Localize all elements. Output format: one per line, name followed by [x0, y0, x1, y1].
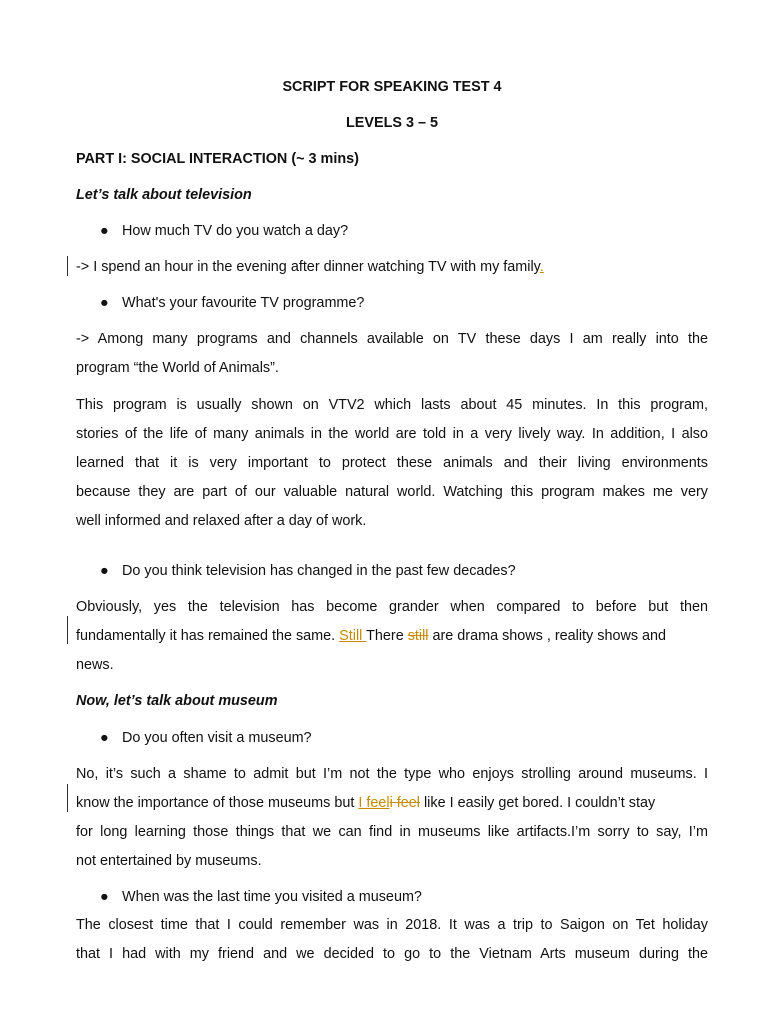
answer-4-line: for long learning those things that we can find in museums like artifacts.I’m sorry to say, I’m: [76, 824, 708, 840]
question-5: [100, 888, 700, 906]
question-text: What's your favourite TV programme?: [122, 295, 365, 311]
topic-museum-heading: Now, let’s talk about museum: [76, 693, 278, 709]
inserted-text: Still: [339, 628, 367, 644]
answer-text: like I easily get bored. I couldn’t stay: [419, 795, 656, 811]
answer-text: know the importance of those museums but: [76, 795, 359, 811]
question-2: [100, 294, 700, 312]
answer-5-line: The closest time that I could remember was in 2018. It was a trip to Saigon on Tet holiday: [76, 917, 708, 933]
question-4: [100, 729, 700, 747]
program-paragraph-line: stories of the life of many animals in the world are told in a very lively way. In addition, I also: [76, 426, 708, 442]
question-text: Do you think television has changed in the past few decades?: [122, 563, 516, 579]
bullet-icon: ●: [100, 295, 109, 311]
answer-text: -> I spend an hour in the evening after dinner watching TV with my family: [76, 259, 540, 275]
program-paragraph-line: This program is usually shown on VTV2 which lasts about 45 minutes. In this program,: [76, 397, 708, 413]
question-text: When was the last time you visited a museum?: [122, 889, 422, 905]
question-1: [100, 222, 700, 240]
answer-3-line: [76, 627, 708, 645]
program-paragraph-line: learned that it is very important to protect these animals and their living environments: [76, 455, 708, 471]
part1-heading: PART I: SOCIAL INTERACTION (~ 3 mins): [76, 151, 359, 167]
deleted-text: still: [407, 628, 429, 644]
answer-4-line: not entertained by museums.: [76, 853, 262, 869]
program-paragraph-line: well informed and relaxed after a day of work.: [76, 513, 367, 529]
answer-2-line: -> Among many programs and channels available on TV these days I am really into the: [76, 331, 708, 347]
answer-3-line: news.: [76, 657, 114, 673]
document-title: SCRIPT FOR SPEAKING TEST 4: [282, 79, 502, 95]
answer-5-line: that I had with my friend and we decided to go to the Vietnam Arts museum during the: [76, 946, 708, 962]
answer-4-line: [76, 794, 708, 812]
answer-text: fundamentally it has remained the same.: [76, 628, 340, 644]
change-bar: [67, 784, 68, 812]
bullet-icon: ●: [100, 223, 109, 239]
bullet-icon: ●: [100, 889, 109, 905]
answer-2-line: program “the World of Animals”.: [76, 360, 279, 376]
inserted-text: I feel: [358, 795, 390, 811]
question-text: Do you often visit a museum?: [122, 730, 312, 746]
bullet-icon: ●: [100, 563, 109, 579]
question-text: How much TV do you watch a day?: [122, 223, 349, 239]
answer-4-line: No, it’s such a shame to admit but I’m not the type who enjoys strolling around museums. I: [76, 766, 708, 782]
answer-3-line: Obviously, yes the television has become grander when compared to before but then: [76, 599, 708, 615]
bullet-icon: ●: [100, 730, 109, 746]
answer-1: [76, 258, 708, 276]
topic-tv-heading: Let’s talk about television: [76, 187, 252, 203]
answer-text: There: [366, 628, 408, 644]
question-3: [100, 562, 700, 580]
program-paragraph-line: because they are part of our valuable natural world. Watching this program makes me very: [76, 484, 708, 500]
inserted-text: .: [539, 259, 544, 275]
levels-heading: LEVELS 3 – 5: [346, 115, 438, 131]
change-bar: [67, 256, 68, 276]
answer-text: are drama shows , reality shows and: [428, 628, 667, 644]
deleted-text: i feel: [389, 795, 420, 811]
change-bar: [67, 616, 68, 644]
